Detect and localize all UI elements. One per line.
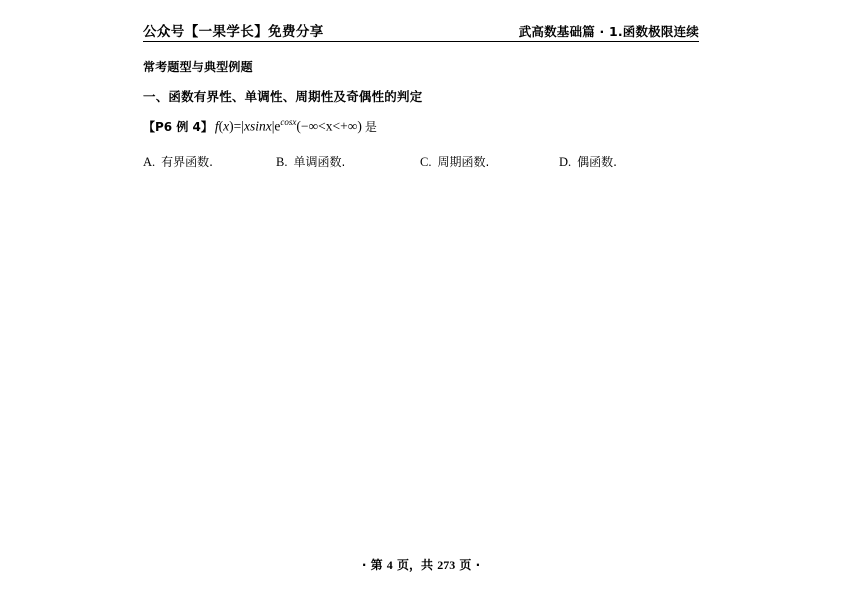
option-a-letter: A.	[143, 154, 156, 169]
footer-suffix: ·	[475, 558, 481, 572]
footer-total-pages: 273	[437, 558, 456, 572]
formula-domain: (−∞<x<+∞)	[296, 118, 362, 134]
footer-label-2: 页，共	[396, 558, 433, 572]
option-d-letter: D.	[559, 154, 572, 169]
example-line	[143, 117, 703, 135]
option-b-letter: B.	[276, 154, 288, 169]
formula-xsinx: xsinx	[243, 118, 272, 134]
formula-equals: =	[233, 118, 242, 134]
formula-abs-close: |	[271, 118, 275, 134]
formula-open-paren: (	[218, 118, 224, 134]
header-divider	[143, 41, 699, 42]
example-tag: 【P6 例 4】	[143, 119, 213, 134]
option-b[interactable]	[276, 153, 345, 170]
options-row	[143, 153, 703, 171]
footer-label-1: 第	[370, 558, 383, 572]
example-trailer: 是	[364, 119, 377, 134]
formula-close-paren: )	[229, 118, 234, 134]
formula-f: f	[214, 118, 219, 134]
option-d[interactable]	[559, 153, 617, 170]
example-formula	[215, 117, 362, 135]
page-header	[143, 20, 699, 40]
option-b-text: 单调函数.	[293, 154, 346, 169]
option-a[interactable]	[143, 153, 213, 170]
footer-prefix: ·	[361, 558, 367, 572]
formula-abs-open: |	[241, 118, 244, 134]
header-left-text: 公众号【一果学长】免费分享	[143, 24, 324, 40]
formula-e: e	[274, 118, 281, 134]
option-c[interactable]	[420, 153, 489, 170]
option-d-text: 偶函数.	[577, 154, 617, 169]
option-c-letter: C.	[420, 154, 432, 169]
document-body	[143, 58, 703, 171]
body-heading: 常考题型与典型例题	[143, 60, 253, 74]
option-c-text: 周期函数.	[437, 154, 490, 169]
footer-page-number: 4	[386, 558, 393, 572]
formula-exponent: cosx	[280, 117, 297, 127]
option-a-text: 有界函数.	[161, 154, 213, 169]
header-right-text: 武高数基础篇 · 1.函数极限连续	[518, 24, 699, 39]
footer-label-3: 页	[459, 558, 472, 572]
formula-var: x	[223, 118, 230, 134]
page-footer	[0, 556, 842, 573]
section-heading: 一、函数有界性、单调性、周期性及奇偶性的判定	[143, 89, 423, 104]
